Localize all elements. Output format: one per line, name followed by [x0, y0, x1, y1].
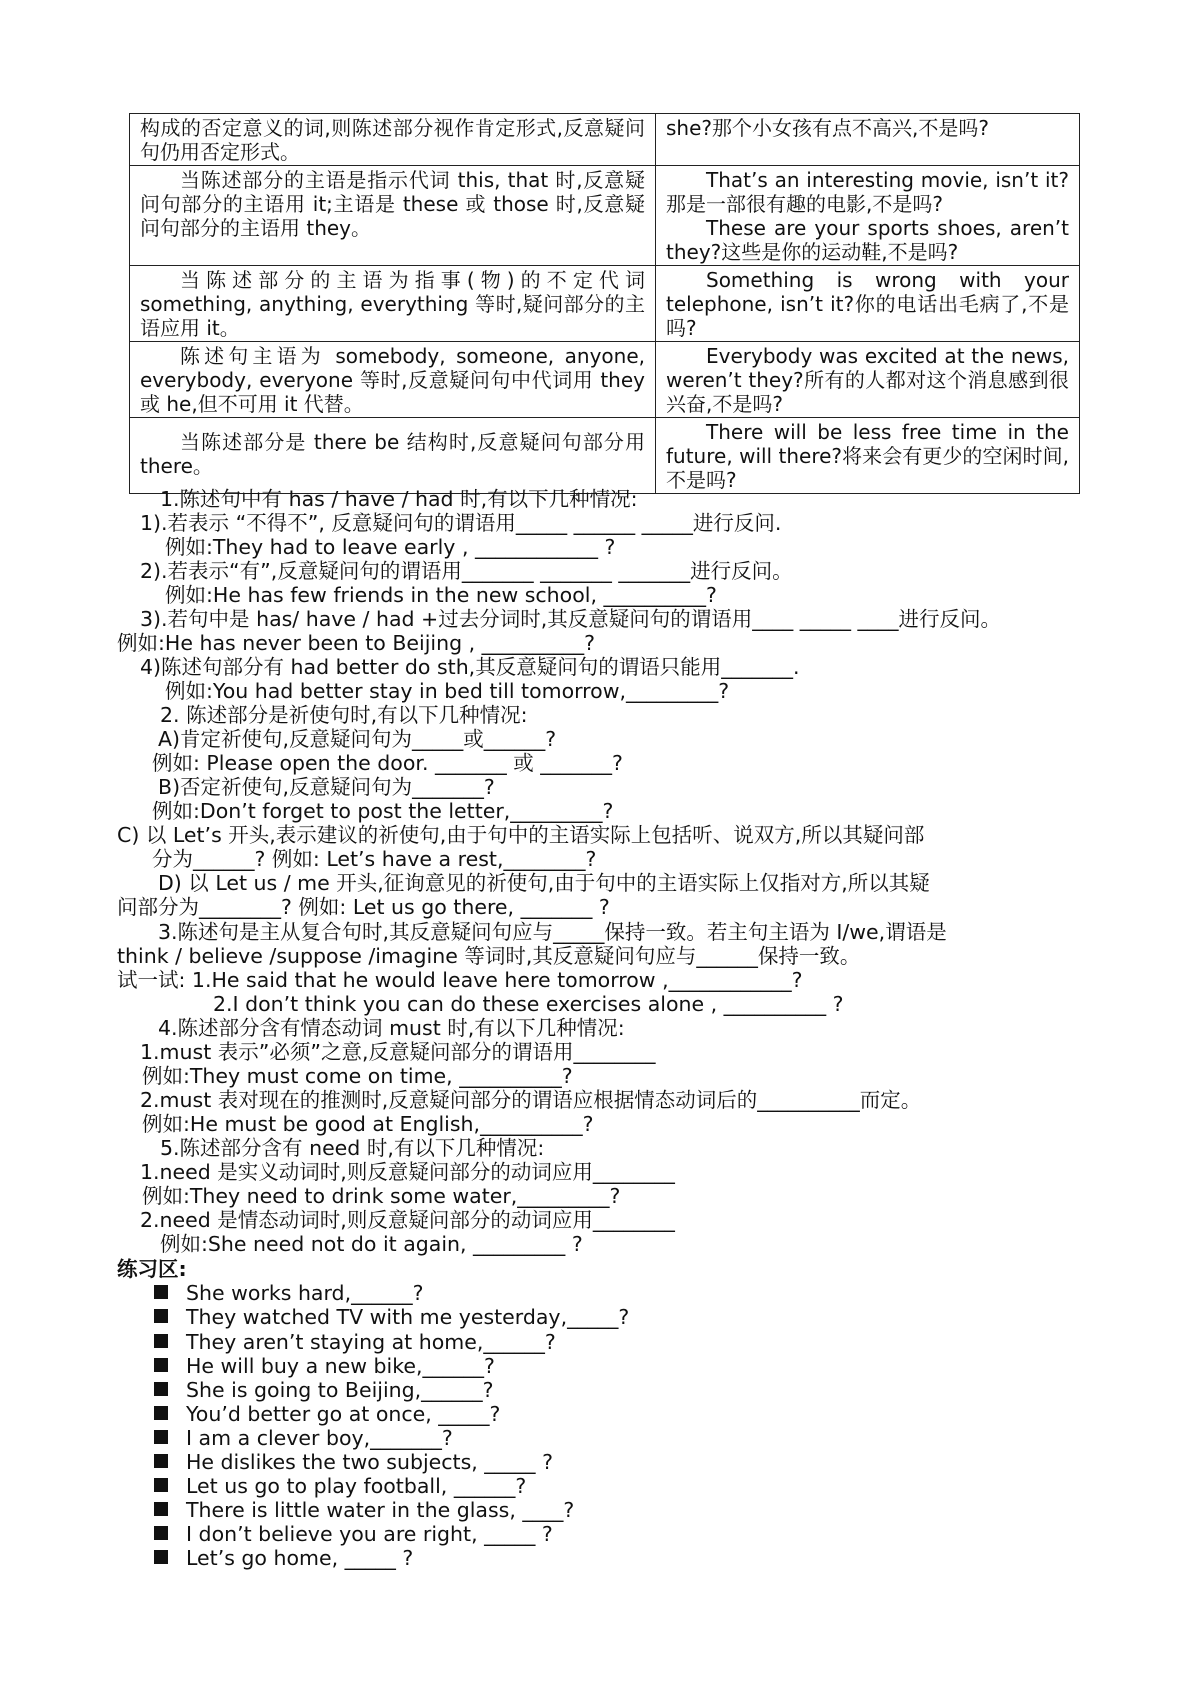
rule-cell: 当陈述部分的主语为指事(物)的不定代词 something, anything, everything 等时,疑问部分的主语应用 it。 — [130, 266, 656, 342]
rule-cell: 当陈述部分的主语是指示代词 this, that 时,反意疑问句部分的主语用 it;主语是 these 或 those 时,反意疑问句部分的主语用 they。 — [130, 166, 656, 266]
example-line: 问部分为________? 例如: Let us go there, _______ ? — [117, 895, 610, 919]
bullet-icon — [154, 1285, 168, 1299]
example-line: 例如:He has never been to Beijing , __________? — [117, 631, 596, 655]
list-item: Let us go to play football, ______? — [154, 1474, 526, 1498]
table-row — [130, 266, 1080, 342]
example-line: 例如:She need not do it again, _________ ? — [160, 1232, 583, 1256]
example-cell: That’s an interesting movie, isn’t it?那是一部很有趣的电影,不是吗? These are your sports shoes, aren’t they?这些是你的运动鞋,不是吗? — [656, 166, 1080, 266]
table-row — [130, 342, 1080, 418]
note-line: A)肯定祈使句,反意疑问句为_____或______? — [158, 727, 557, 751]
note-line: 2.must 表对现在的推测时,反意疑问部分的谓语应根据情态动词后的__________而定。 — [140, 1088, 922, 1112]
example-cell: Something is wrong with your telephone, isn’t it?你的电话出毛病了,不是吗? — [656, 266, 1080, 342]
list-item: There is little water in the glass, ____? — [154, 1498, 574, 1522]
bullet-icon — [154, 1502, 168, 1516]
example-line: 例如:They had to leave early , ____________ ? — [165, 535, 616, 559]
example-line: 例如:He must be good at English,__________? — [142, 1112, 594, 1136]
example-line: 分为______? 例如: Let’s have a rest,________? — [152, 847, 597, 871]
note-line: 1.need 是实义动词时,则反意疑问部分的动词应用________ — [140, 1160, 675, 1184]
example-line: 例如: Please open the door. _______ 或 _______? — [152, 751, 623, 775]
note-line: D) 以 Let us / me 开头,征询意见的祈使句,由于句中的主语实际上仅指对方,所以其疑 — [158, 871, 930, 895]
bullet-icon — [154, 1478, 168, 1492]
list-item: They watched TV with me yesterday,_____? — [154, 1305, 629, 1329]
practice-heading: 练习区: — [117, 1257, 187, 1281]
example-cell: There will be less free time in the future, will there?将来会有更少的空闲时间,不是吗? — [656, 418, 1080, 494]
bullet-icon — [154, 1454, 168, 1468]
try-line: 试一试: 1.He said that he would leave here tomorrow ,____________? — [117, 968, 803, 992]
rule-cell: 构成的否定意义的词,则陈述部分视作肯定形式,反意疑问句仍用否定形式。 — [130, 114, 656, 166]
table-row — [130, 114, 1080, 166]
example-line: 例如:Don’t forget to post the letter,_________? — [152, 799, 614, 823]
note-line: B)否定祈使句,反意疑问句为_______? — [158, 775, 495, 799]
example-cell: Everybody was excited at the news, weren’t they?所有的人都对这个消息感到很兴奋,不是吗? — [656, 342, 1080, 418]
list-item: You’d better go at once, _____? — [154, 1402, 500, 1426]
bullet-icon — [154, 1382, 168, 1396]
bullet-icon — [154, 1406, 168, 1420]
list-item: Let’s go home, _____ ? — [154, 1546, 413, 1570]
section-heading-imperative: 2. 陈述部分是祈使句时,有以下几种情况: — [160, 703, 528, 727]
table-row — [130, 418, 1080, 494]
list-item: I don’t believe you are right, _____ ? — [154, 1522, 553, 1546]
list-item: I am a clever boy,_______? — [154, 1426, 453, 1450]
list-item: They aren’t staying at home,______? — [154, 1330, 556, 1354]
section-heading-must: 4.陈述部分含有情态动词 must 时,有以下几种情况: — [158, 1016, 625, 1040]
bullet-icon — [154, 1309, 168, 1323]
rule-cell: 当陈述部分是 there be 结构时,反意疑问句部分用 there。 — [130, 418, 656, 494]
note-line: 1).若表示 “不得不”, 反意疑问句的谓语用_____ ______ _____进行反问. — [140, 511, 782, 535]
table-row — [130, 166, 1080, 266]
note-line: 1.must 表示”必须”之意,反意疑问部分的谓语用________ — [140, 1040, 656, 1064]
list-item: He will buy a new bike,______? — [154, 1354, 495, 1378]
example-cell: she?那个小女孩有点不高兴,不是吗? — [656, 114, 1080, 166]
rules-table — [129, 113, 1080, 494]
note-line: 4)陈述句部分有 had better do sth,其反意疑问句的谓语只能用_______. — [140, 655, 800, 679]
try-line: 2.I don’t think you can do these exercises alone , __________ ? — [213, 992, 844, 1016]
example-line: 例如:You had better stay in bed till tomorrow,_________? — [165, 679, 730, 703]
bullet-icon — [154, 1550, 168, 1564]
example-line: 例如:They need to drink some water,_________? — [142, 1184, 621, 1208]
example-line: 例如:He has few friends in the new school, __________? — [165, 583, 717, 607]
list-item: He dislikes the two subjects, _____ ? — [154, 1450, 553, 1474]
note-line: 3).若句中是 has/ have / had +过去分词时,其反意疑问句的谓语用____ _____ ____进行反问。 — [140, 607, 1002, 631]
section-heading-compound: 3.陈述句是主从复合句时,其反意疑问句应与_____保持一致。若主句主语为 I/we,谓语是 — [158, 920, 947, 944]
bullet-icon — [154, 1334, 168, 1348]
bullet-icon — [154, 1526, 168, 1540]
note-line: think / believe /suppose /imagine 等词时,其反意疑问句应与______保持一致。 — [117, 944, 861, 968]
note-line: C) 以 Let’s 开头,表示建议的祈使句,由于句中的主语实际上包括听、说双方,所以其疑问部 — [117, 823, 925, 847]
bullet-icon — [154, 1358, 168, 1372]
note-line: 2).若表示“有”,反意疑问句的谓语用_______ _______ _______进行反问。 — [140, 559, 793, 583]
example-line: 例如:They must come on time, __________? — [142, 1064, 573, 1088]
section-heading-need: 5.陈述部分含有 need 时,有以下几种情况: — [160, 1136, 545, 1160]
rule-cell: 陈述句主语为 somebody, someone, anyone, everybody, everyone 等时,反意疑问句中代词用 they 或 he,但不可用 it 代替。 — [130, 342, 656, 418]
note-line: 2.need 是情态动词时,则反意疑问部分的动词应用________ — [140, 1208, 675, 1232]
bullet-icon — [154, 1430, 168, 1444]
list-item: She is going to Beijing,______? — [154, 1378, 494, 1402]
section-heading-has-have-had: 1.陈述句中有 has / have / had 时,有以下几种情况: — [160, 487, 638, 511]
list-item: She works hard,______? — [154, 1281, 423, 1305]
